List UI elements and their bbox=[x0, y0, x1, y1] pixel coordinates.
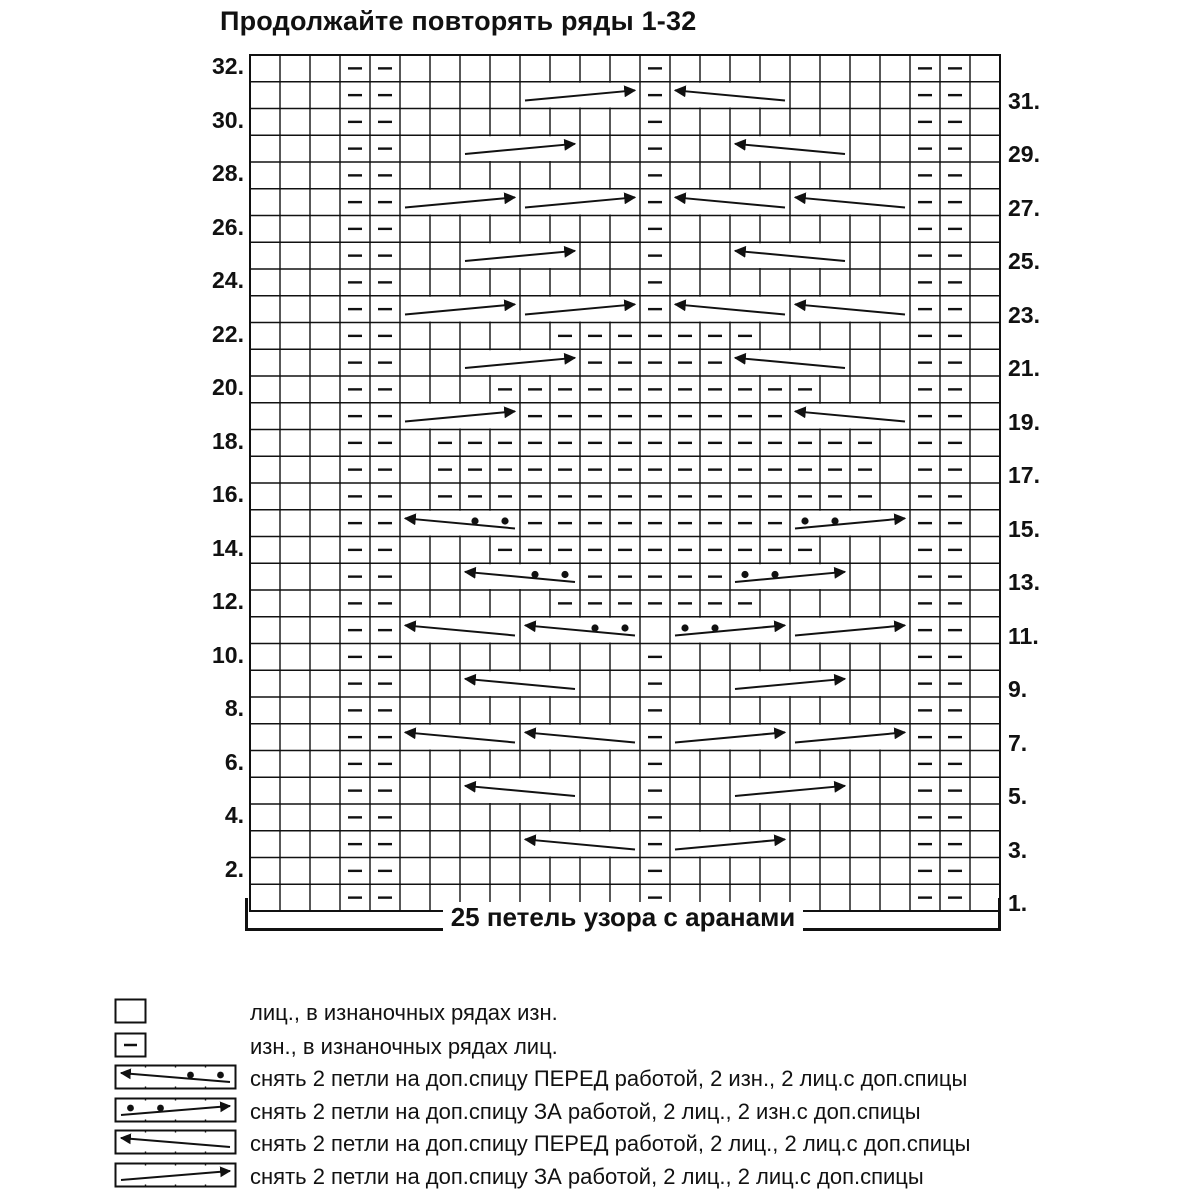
legend-text-knit: лиц., в изнаночных рядах изн. bbox=[250, 1000, 558, 1025]
row-label-even: 14. bbox=[212, 534, 244, 561]
row-label-even: 18. bbox=[212, 427, 244, 454]
cable-dot bbox=[531, 571, 538, 578]
purl-symbol-icon bbox=[114, 1032, 148, 1058]
row-label-odd: 11. bbox=[1008, 622, 1039, 649]
row-label-even: 28. bbox=[212, 160, 244, 186]
cable-dot bbox=[561, 571, 568, 578]
cable-dot bbox=[621, 624, 628, 631]
chart-title: Продолжайте повторять ряды 1-32 bbox=[220, 6, 697, 36]
row-label-odd: 27. bbox=[1008, 194, 1040, 221]
cable-back-purl-icon bbox=[114, 1097, 238, 1123]
row-label-even: 24. bbox=[212, 267, 244, 293]
row-label-odd: 1. bbox=[1008, 890, 1028, 917]
cable-dot bbox=[741, 571, 748, 578]
cable-dot bbox=[681, 624, 688, 631]
legend-text-purl: изн., в изнаночных рядах лиц. bbox=[250, 1034, 558, 1059]
row-label-odd: 21. bbox=[1008, 355, 1040, 382]
cable-front-purl-icon bbox=[114, 1064, 238, 1090]
row-label-odd: 7. bbox=[1008, 729, 1028, 756]
cable-dot bbox=[591, 624, 598, 631]
cable-dot bbox=[501, 517, 508, 524]
row-label-even: 10. bbox=[212, 641, 244, 668]
cable-back-knit-icon bbox=[114, 1162, 238, 1188]
row-label-odd: 3. bbox=[1008, 836, 1028, 863]
row-label-even: 6. bbox=[224, 748, 244, 775]
row-label-odd: 19. bbox=[1008, 408, 1040, 435]
legend-cable-dot bbox=[157, 1105, 164, 1112]
row-label-odd: 17. bbox=[1008, 462, 1040, 489]
legend-text-back-knit: снять 2 петли на доп.спицу ЗА работой, 2 лиц., 2 лиц.с доп.спицы bbox=[250, 1164, 924, 1189]
row-label-even: 12. bbox=[212, 588, 244, 614]
row-label-odd: 29. bbox=[1008, 141, 1040, 168]
row-label-odd: 25. bbox=[1008, 248, 1040, 275]
legend-text-front-knit: снять 2 петли на доп.спицу ПЕРЕД работой, 2 лиц., 2 лиц.с доп.спицы bbox=[250, 1131, 971, 1156]
row-label-even: 22. bbox=[212, 320, 244, 347]
row-label-odd: 5. bbox=[1008, 783, 1028, 810]
cable-front-knit-icon bbox=[114, 1129, 238, 1155]
row-label-even: 32. bbox=[212, 53, 244, 79]
row-label-odd: 15. bbox=[1008, 515, 1040, 542]
knit-symbol-icon bbox=[114, 998, 148, 1024]
row-label-odd: 13. bbox=[1008, 569, 1040, 596]
row-label-even: 16. bbox=[212, 481, 244, 507]
row-label-even: 4. bbox=[224, 802, 244, 828]
cable-dot bbox=[711, 624, 718, 631]
cable-dot bbox=[801, 517, 808, 524]
legend-text-front-purl: снять 2 петли на доп.спицу ПЕРЕД работой, 2 изн., 2 лиц.с доп.спицы bbox=[250, 1066, 968, 1091]
legend-text-back-purl: снять 2 петли на доп.спицу ЗА работой, 2 лиц., 2 изн.с доп.спицы bbox=[250, 1099, 921, 1124]
row-label-even: 26. bbox=[212, 213, 244, 240]
row-label-even: 20. bbox=[212, 374, 244, 400]
cable-dot bbox=[771, 571, 778, 578]
row-label-odd: 31. bbox=[1008, 87, 1040, 114]
legend-cable-dot bbox=[217, 1072, 224, 1079]
stitch-count-bracket bbox=[245, 898, 1001, 936]
legend-cable-dot bbox=[187, 1072, 194, 1079]
row-label-odd: 23. bbox=[1008, 301, 1040, 328]
row-label-odd: 9. bbox=[1008, 676, 1028, 703]
row-label-even: 2. bbox=[224, 855, 244, 882]
row-label-even: 8. bbox=[224, 695, 244, 721]
legend-cable-dot bbox=[127, 1105, 134, 1112]
cable-dot bbox=[471, 517, 478, 524]
cable-dot bbox=[831, 517, 838, 524]
row-label-even: 30. bbox=[212, 106, 244, 133]
bracket-label: 25 петель узора с аранами bbox=[443, 902, 804, 932]
